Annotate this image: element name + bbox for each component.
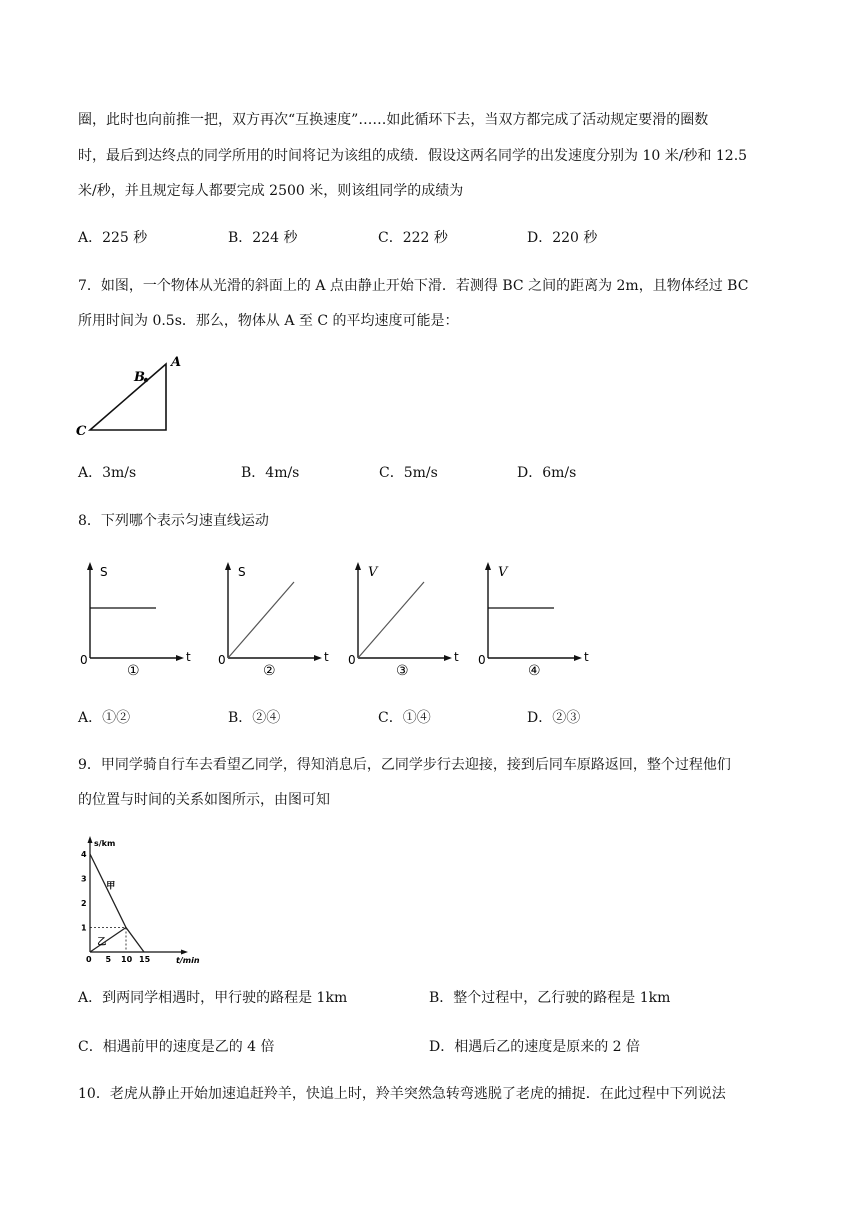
graph-2-ylabel: S: [238, 565, 246, 579]
q7-option-b: B．4m/s: [241, 465, 300, 481]
q10-text-line-1: 10．老虎从静止开始加速追赶羚羊，快追上时，羚羊突然急转弯逃脱了老虎的捕捉．在此过程中下列说法: [78, 1086, 726, 1102]
q6-option-c: C．222 秒: [378, 230, 448, 246]
incline-triangle: [90, 364, 166, 430]
position-time-chart: [72, 832, 212, 967]
graph-3-caption: ③: [396, 663, 409, 679]
graph-1-origin: 0: [80, 653, 88, 667]
q6-option-d: D．220 秒: [527, 230, 598, 246]
q8-text-line-1: 8．下列哪个表示匀速直线运动: [78, 513, 269, 529]
graph-4-caption: ④: [528, 663, 541, 679]
chart-ylabel: s/km: [94, 839, 116, 848]
graph-1-ylabel: S: [100, 565, 108, 579]
q7-option-c: C．5m/s: [379, 465, 438, 481]
q9-option-a: A．到两同学相遇时，甲行驶的路程是 1km: [78, 990, 348, 1006]
y-tick-label: 2: [81, 899, 87, 908]
y-axis-arrow: [88, 836, 93, 843]
q6-text-line-1: 圈，此时也向前推一把，双方再次“互换速度”……如此循环下去，当双方都完成了活动规定要滑的圈数: [78, 112, 709, 128]
q7-text-line-1: 7．如图，一个物体从光滑的斜面上的 A 点由静止开始下滑．若测得 BC 之间的距离为 2m，且物体经过 BC: [78, 278, 749, 294]
graph-2-s-t-rising: [210, 558, 335, 683]
chart-xlabel: t/min: [176, 956, 200, 965]
graph-1-xlabel: t: [186, 650, 191, 664]
x-tick-label: 10: [121, 955, 133, 964]
graph-4-origin: 0: [478, 653, 486, 667]
x-tick-label: 15: [139, 955, 151, 964]
graph-4-v-t-horizontal: [470, 558, 595, 683]
q8-option-d: D．②③: [527, 710, 581, 726]
q8-option-b: B．②④: [228, 710, 281, 726]
label-a: A: [171, 355, 182, 370]
q6-text-line-2: 时，最后到达终点的同学所用的时间将记为该组的成绩．假设这两名同学的出发速度分别为 10 米/秒和 12.5: [78, 148, 748, 164]
y-tick-label: 1: [81, 923, 87, 933]
graph-2-xlabel: t: [324, 650, 329, 664]
graph-4-xlabel: t: [584, 650, 589, 664]
q6-option-a: A．225 秒: [78, 230, 148, 246]
x-tick-label: 0: [86, 955, 92, 964]
q8-option-a: A．①②: [78, 710, 131, 726]
graph-3-ylabel: V: [368, 565, 378, 580]
graph-1-s-t-horizontal: [72, 558, 197, 683]
series-jia-label: 甲: [106, 881, 116, 892]
q8-option-c: C．①④: [378, 710, 431, 726]
q9-text-line-1: 9．甲同学骑自行车去看望乙同学，得知消息后，乙同学步行去迎接，接到后同车原路返回，整个过程他们: [78, 757, 731, 773]
series-yi-label: 乙: [97, 937, 107, 948]
q7-option-a: A．3m/s: [78, 465, 137, 481]
graph-1-caption: ①: [127, 663, 140, 679]
y-tick-label: 4: [81, 850, 87, 859]
q6-option-b: B．224 秒: [228, 230, 298, 246]
graph-3-xlabel: t: [454, 650, 459, 664]
q7-text-line-2: 所用时间为 0.5s．那么，物体从 A 至 C 的平均速度可能是：: [78, 313, 459, 329]
x-tick-label: 5: [105, 955, 112, 964]
series-yi-line: [90, 928, 126, 953]
q7-option-d: D．6m/s: [517, 465, 577, 481]
label-b: B: [134, 370, 145, 385]
q9-option-c: C．相遇前甲的速度是乙的 4 倍: [78, 1039, 275, 1055]
graph-2-caption: ②: [263, 663, 276, 679]
incline-figure: [70, 350, 190, 440]
q6-text-line-3: 米/秒，并且规定每人都要完成 2500 米，则该组同学的成绩为: [78, 183, 464, 199]
graph-3-origin: 0: [348, 653, 356, 667]
graph-3-v-t-rising: [340, 558, 465, 683]
y-tick-label: 3: [81, 874, 87, 884]
label-c: C: [76, 424, 87, 439]
q9-option-b: B．整个过程中，乙行驶的路程是 1km: [429, 990, 671, 1006]
x-axis-arrow: [181, 950, 188, 955]
q9-text-line-2: 的位置与时间的关系如图所示，由图可知: [78, 792, 330, 808]
graph-4-ylabel: V: [498, 565, 508, 580]
q9-option-d: D．相遇后乙的速度是原来的 2 倍: [429, 1039, 641, 1055]
graph-2-origin: 0: [218, 653, 226, 667]
